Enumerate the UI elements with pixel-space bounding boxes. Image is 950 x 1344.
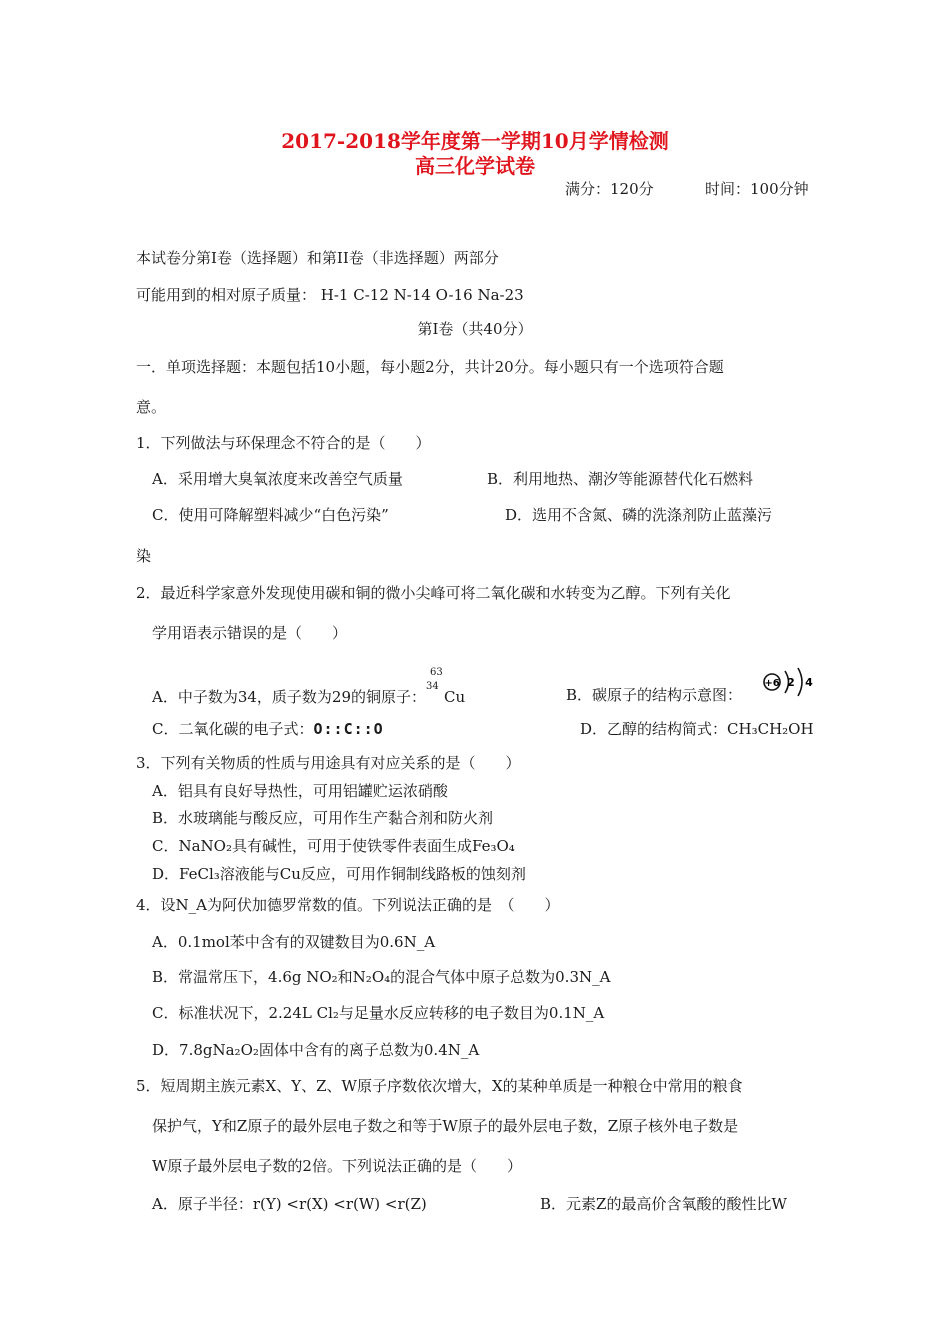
q3-option-b: B．水玻璃能与酸反应，可用作生产黏合剂和防火剂 (152, 809, 494, 827)
q2-stem: 2．最近科学家意外发现使用碳和铜的微小尖峰可将二氧化碳和水转变为乙醇。下列有关化 (136, 584, 731, 602)
q1-option-a: A．采用增大臭氧浓度来改善空气质量 (152, 470, 403, 488)
q1-option-b: B．利用地热、潮汐等能源替代化石燃料 (487, 470, 754, 488)
paper-parts-note: 本试卷分第I卷（选择题）和第II卷（非选择题）两部分 (136, 249, 499, 267)
full-score: 满分：120分 (565, 180, 654, 198)
q5-option-b: B．元素Z的最高价含氧酸的酸性比W (540, 1195, 787, 1213)
page-title-line2: 高三化学试卷 (415, 154, 535, 178)
q2-option-a-text: A．中子数为34，质子数为29的铜原子： (152, 688, 427, 706)
q2-option-c-text: C．二氧化碳的电子式： (152, 720, 314, 738)
q4-stem: 4．设N_A为阿伏加德罗常数的值。下列说法正确的是 （ ） (136, 896, 560, 914)
q2-option-d: D．乙醇的结构简式：CH₃CH₂OH (580, 720, 814, 738)
q2-option-b (566, 684, 742, 705)
page-title-line1: 2017-2018学年度第一学期10月学情检测 (281, 129, 669, 153)
atomic-number: 34 (426, 681, 439, 692)
shell1-count: 2 (787, 676, 795, 689)
q4-option-d: D．7.8gNa₂O₂固体中含有的离子总数为0.4N_A (152, 1041, 480, 1059)
q2-option-b-text: B．碳原子的结构示意图： (566, 686, 743, 704)
mass-number: 63 (430, 667, 443, 678)
q4-option-a: A．0.1mol苯中含有的双键数目为0.6N_A (152, 933, 436, 951)
section1-title: 第I卷（共40分） (417, 320, 533, 338)
q3-option-c: C．NaNO₂具有碱性，可用于使铁零件表面生成Fe₃O₄ (152, 837, 515, 855)
q4-option-b: B．常温常压下，4.6g NO₂和N₂O₄的混合气体中原子总数为0.3N_A (152, 968, 611, 986)
nucleus-charge: +6 (764, 678, 780, 689)
q3-stem: 3．下列有关物质的性质与用途具有对应关系的是（ ） (136, 754, 521, 772)
shell-arc-2 (798, 668, 802, 696)
copper-nuclide (426, 667, 444, 702)
atomic-masses: 可能用到的相对原子质量： H-1 C-12 N-14 O-16 Na-23 (136, 286, 524, 304)
q5-stem: 5．短周期主族元素X、Y、Z、W原子序数依次增大，X的某种单质是一种粮仓中常用的粮食 (136, 1077, 743, 1095)
q2-option-a (152, 667, 466, 707)
section1-instructions-cont: 意。 (136, 398, 167, 416)
q2-option-c (152, 718, 384, 739)
exam-time: 时间：100分钟 (705, 180, 809, 198)
q3-option-a: A．铝具有良好导热性，可用铝罐贮运浓硝酸 (152, 782, 448, 800)
q1-option-d-cont: 染 (136, 547, 152, 565)
q1-option-c: C．使用可降解塑料减少“白色污染” (152, 506, 389, 524)
co2-electron-formula: O::C::O (313, 720, 384, 738)
shell2-count: 4 (805, 676, 813, 689)
q5-stem-cont2: W原子最外层电子数的2倍。下列说法正确的是（ ） (152, 1157, 522, 1175)
q5-stem-cont1: 保护气，Y和Z原子的最外层电子数之和等于W原子的最外层电子数，Z原子核外电子数是 (152, 1117, 739, 1135)
q1-stem: 1．下列做法与环保理念不符合的是（ ） (136, 434, 431, 452)
q1-option-d: D．选用不含氮、磷的洗涤剂防止蓝藻污 (505, 506, 773, 524)
q4-option-c: C．标准状况下，2.24L Cl₂与足量水反应转移的电子数目为0.1N_A (152, 1004, 605, 1022)
carbon-atom-diagram (758, 660, 820, 700)
section1-instructions: 一．单项选择题：本题包括10小题，每小题2分，共计20分。每小题只有一个选项符合题 (136, 358, 724, 376)
q2-stem-cont: 学用语表示错误的是（ ） (152, 624, 348, 642)
q3-option-d: D．FeCl₃溶液能与Cu反应，可用作铜制线路板的蚀刻剂 (152, 865, 526, 883)
q5-option-a: A．原子半径：r(Y) <r(X) <r(W) <r(Z) (152, 1195, 427, 1213)
element-symbol: Cu (444, 688, 466, 706)
